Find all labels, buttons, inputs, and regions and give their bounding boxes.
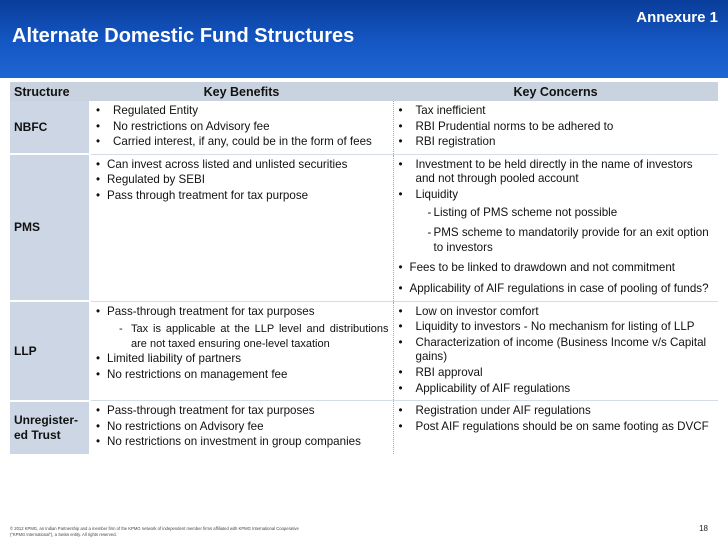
page-number: 18 <box>699 524 708 533</box>
list-item: • RBI Prudential norms to be adhered to <box>398 120 715 135</box>
list-item: • Post AIF regulations should be on same footing as DVCF <box>398 420 715 435</box>
structure-name: PMS <box>10 154 90 301</box>
fund-structures-table <box>10 82 718 454</box>
table-header-row <box>10 82 718 101</box>
table-row <box>10 101 718 154</box>
col-header-benefits: Key Benefits <box>90 82 393 101</box>
list-item: • Investment to be held directly in the name of investors and not through pooled account <box>398 158 715 187</box>
table-row <box>10 301 718 401</box>
benefits-cell <box>90 401 393 454</box>
list-item: • No restrictions on Advisory fee <box>95 120 389 135</box>
benefits-cell <box>90 301 393 401</box>
list-item <box>398 188 715 255</box>
list-item: • Regulated by SEBI <box>95 173 389 188</box>
list-item: • Applicability of AIF regulations in case of pooling of funds? <box>398 282 715 297</box>
list-item: • Applicability of AIF regulations <box>398 382 715 397</box>
list-item: • Characterization of income (Business Income v/s Capital gains) <box>398 336 715 365</box>
list-item: • Registration under AIF regulations <box>398 404 715 419</box>
table-row <box>10 401 718 454</box>
list-item: • No restrictions on Advisory fee <box>95 420 389 435</box>
header-banner <box>0 0 728 78</box>
concerns-cell <box>393 401 718 454</box>
list-item: • No restrictions on management fee <box>95 368 389 383</box>
list-item: • Limited liability of partners <box>95 352 389 367</box>
list-item-text: Pass-through treatment for tax purposes <box>107 304 315 318</box>
list-item: • Carried interest, if any, could be in the form of fees <box>95 135 389 150</box>
list-item: • Pass through treatment for tax purpose <box>95 189 389 204</box>
list-item: • Liquidity to investors - No mechanism for listing of LLP <box>398 320 715 335</box>
list-item: • Regulated Entity <box>95 104 389 119</box>
list-item: • RBI approval <box>398 366 715 381</box>
list-item: • Low on investor comfort <box>398 305 715 320</box>
list-item: • RBI registration <box>398 135 715 150</box>
list-item: • Pass-through treatment for tax purposes <box>95 404 389 419</box>
list-item: • Fees to be linked to drawdown and not commitment <box>398 261 715 276</box>
col-header-structure: Structure <box>10 82 90 101</box>
sub-list-item: - Listing of PMS scheme not possible <box>416 206 715 221</box>
concerns-cell <box>393 154 718 301</box>
list-item: • No restrictions on investment in group companies <box>95 435 389 450</box>
page-title: Alternate Domestic Fund Structures <box>12 25 355 47</box>
concerns-cell <box>393 101 718 154</box>
list-item-text: Liquidity <box>415 187 459 201</box>
benefits-cell <box>90 101 393 154</box>
concerns-cell <box>393 301 718 401</box>
list-item: • Tax inefficient <box>398 104 715 119</box>
sub-list-item: - PMS scheme to mandatorily provide for an exit option to investors <box>416 226 715 255</box>
benefits-cell <box>90 154 393 301</box>
copyright-footer: © 2012 KPMG, an Indian Partnership and a member firm of the KPMG network of independent member firms affiliated with KPMG International Cooperative ("KPMG International"), a Swiss entity. All rights reserved. <box>10 526 299 537</box>
structure-name: NBFC <box>10 101 90 154</box>
sub-list-item: - Tax is applicable at the LLP level and distributions are not taxed ensuring one-level taxation <box>107 322 389 351</box>
annexure-label: Annexure 1 <box>636 9 718 26</box>
table-row <box>10 154 718 301</box>
list-item <box>95 305 389 352</box>
list-item: • Can invest across listed and unlisted securities <box>95 158 389 173</box>
col-header-concerns: Key Concerns <box>393 82 718 101</box>
structure-name: LLP <box>10 301 90 401</box>
structure-name: Unregister-ed Trust <box>10 401 90 454</box>
